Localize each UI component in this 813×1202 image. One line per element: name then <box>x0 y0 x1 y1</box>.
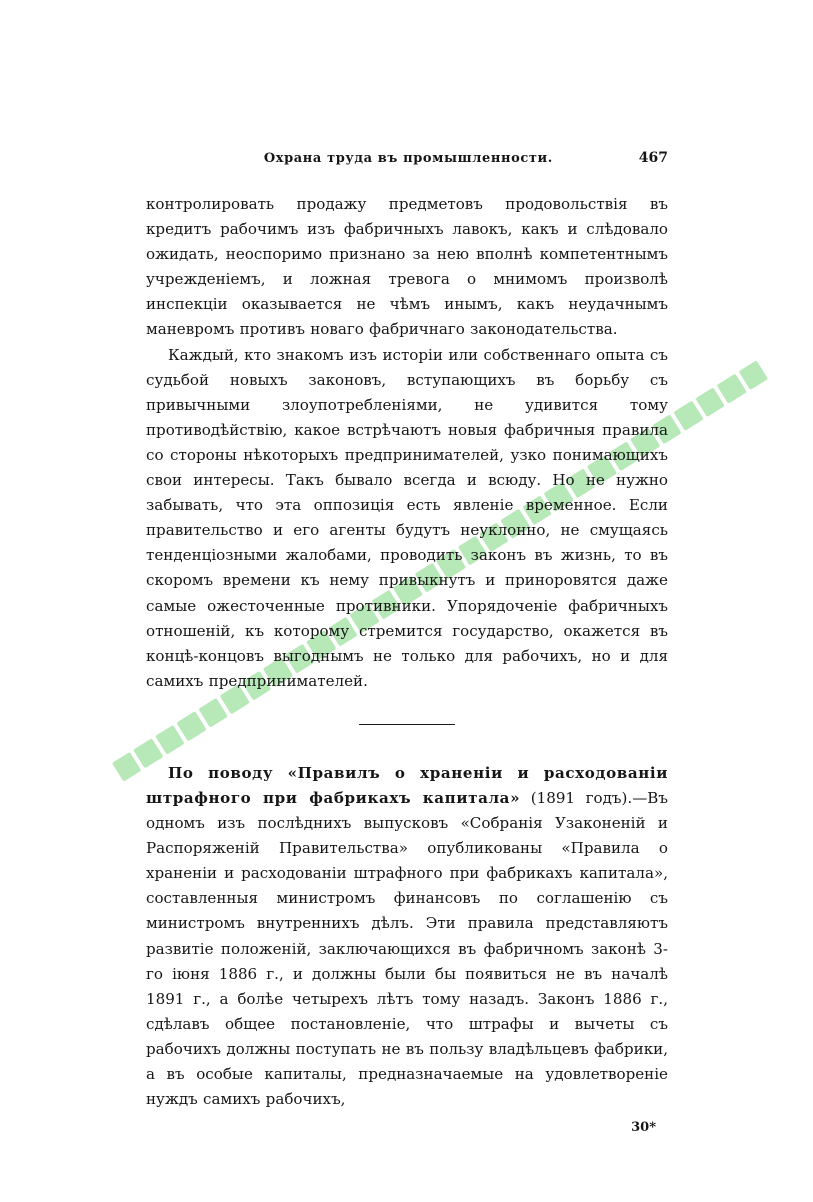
signature-mark: 30* <box>631 1120 656 1136</box>
paragraph-opposition: Каждый, кто знакомъ изъ исторіи или собственнаго опыта съ судьбой новыхъ законовъ, вступающихъ въ борьбу съ привычными злоупотребленіями, не удивится тому противодѣйствію, какое встрѣчаютъ новыя фабричныя правила со стороны нѣкоторыхъ предпринимателей, узко понимающихъ свои интересы. Такъ бывало всегда и всюду. Но не нужно забывать, что эта оппозиція есть явленіе временное. Если правительство и его агенты будутъ неуклонно, не смущаясь тенденціозными жалобами, проводить законъ въ жизнь, то въ скоромъ времени къ нему привыкнутъ и приноровятся даже самые ожесточенные противники. Упорядоченіе фабричныхъ отношеній, къ которому стремится государство, окажется въ концѣ-концовъ выгоднымъ не только для рабочихъ, но и для самихъ предпринимателей. <box>146 345 668 690</box>
article-title: По поводу «Правилъ о храненіи и расходованіи штрафного при фабрикахъ капитала» <box>146 763 668 807</box>
running-title: Охрана труда въ промышленности. <box>263 151 553 166</box>
book-page <box>146 150 668 1135</box>
paragraph-continuation: контролировать продажу предметовъ продовольствія въ кредитъ рабочимъ изъ фабричныхъ лавокъ, какъ и слѣдовало ожидать, неоспоримо признано за нею вполнѣ компетентнымъ учрежденіемъ, и ложная тревога о мнимомъ произволѣ инспекціи оказывается не чѣмъ инымъ, какъ неудачнымъ маневромъ противъ новаго фабричнаго законодательства. <box>146 195 668 339</box>
running-header <box>146 150 668 166</box>
article-paragraph <box>146 761 668 1112</box>
section-divider <box>359 724 455 725</box>
article-text: (1891 годъ).—Въ одномъ изъ послѣднихъ выпусковъ «Собранія Узаконеній и Распоряженій Правительства» опубликованы «Правила о храненіи и расходованіи штрафного при фабрикахъ капитала», составленныя министромъ финансовъ по соглашенію съ министромъ внутреннихъ дѣлъ. Эти правила представляютъ развитіе положеній, заключающихся въ фабричномъ законѣ 3-го іюня 1886 г., и должны были бы появиться не въ началѣ 1891 г., а болѣе четырехъ лѣтъ тому назадъ. Законъ 1886 г., сдѣлавъ общее постановленіе, что штрафы и вычеты съ рабочихъ должны поступать не въ пользу владѣльцевъ фабрики, а въ особые капиталы, предназначаемые на удовлетвореніе нуждъ самихъ рабочихъ, <box>146 788 668 1109</box>
page-number: 467 <box>638 150 668 166</box>
